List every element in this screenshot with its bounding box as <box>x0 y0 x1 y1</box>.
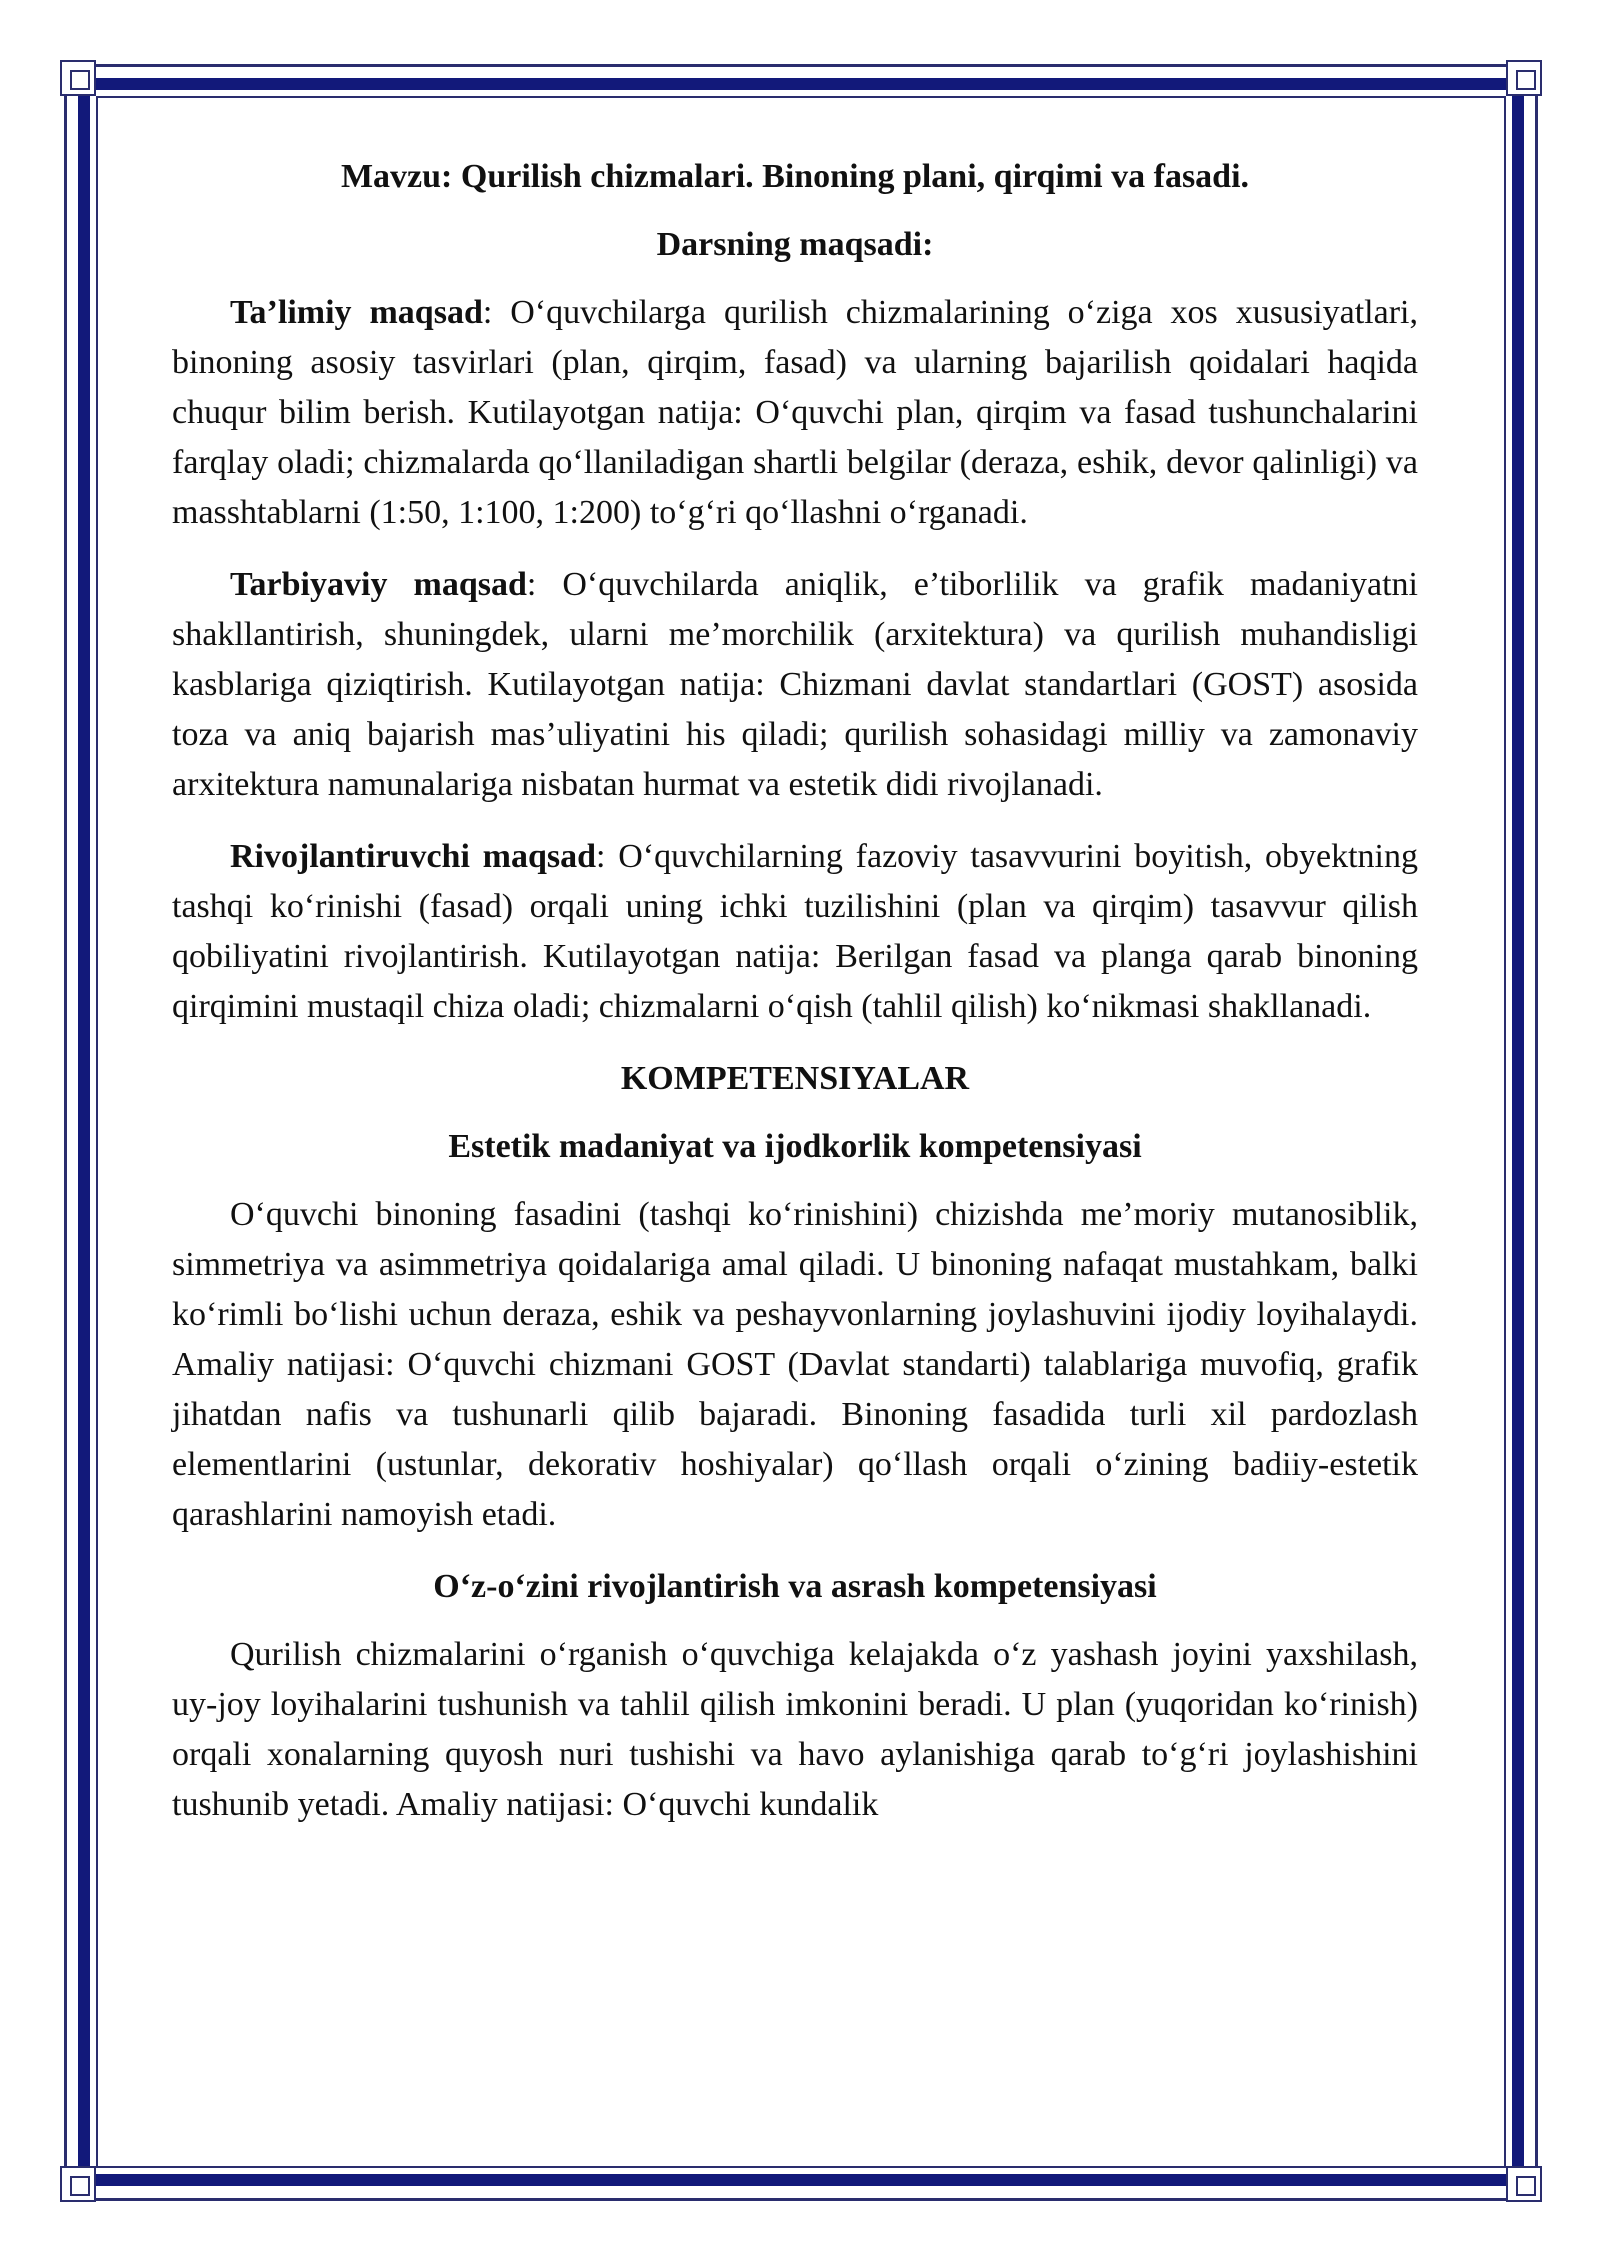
goal-text: : O‘quvchilarga qurilish chizmalarining o‘ziga xos xususiyatlari, binoning asosiy tasvirlari (plan, qirqim, fasad) va ularning bajarilish qoidalari haqida chuqur bilim berish. Kutilayotgan natija: O‘quvchi plan, qirqim va fasad tushunchalarini farqlay oladi; chizmalarda qo‘llaniladigan shartli belgilar (deraza, eshik, devor qalinligi) va masshtablarni (1:50, 1:100, 1:200) to‘g‘ri qo‘llashni o‘rganadi. <box>172 294 1418 531</box>
page-title: Mavzu: Qurilish chizmalari. Binoning plani, qirqimi va fasadi. <box>340 158 1250 195</box>
competency-heading: O‘z-o‘zini rivojlantirish va asrash kompetensiyasi <box>433 1568 1157 1605</box>
border-corner-ornament <box>1506 60 1542 96</box>
goal-paragraph-upbringing <box>172 560 1418 810</box>
goal-text: : O‘quvchilarning fazoviy tasavvurini boyitish, obyektning tashqi ko‘rinishi (fasad) orqali uning ichki tuzilishini (plan va qirqim) tasavvur qilish qobiliyatini rivojlantirish. Kutilayotgan natija: Berilgan fasad va planga qarab binoning qirqimini mustaqil chiza oladi; chizmalarni o‘qish (tahlil qilish) ko‘nikmasi shakllanadi. <box>172 838 1418 1025</box>
goal-paragraph-developmental <box>172 832 1418 1032</box>
document-body <box>172 152 1418 1852</box>
competency-paragraph: O‘quvchi binoning fasadini (tashqi ko‘rinishini) chizishda me’moriy mutanosiblik, simmetriya va asimmetriya qoidalariga amal qiladi. U binoning nafaqat mustahkam, balki ko‘rimli bo‘lishi uchun deraza, eshik va peshayvonlarning joylashuvini ijodiy loyihalaydi. Amaliy natijasi: O‘quvchi chizmani GOST (Davlat standarti) talablariga muvofiq, grafik jihatdan nafis va tushunarli qilib bajaradi. Binoning fasadida turli xil pardozlash elementlarini (ustunlar, dekorativ hoshiyalar) qo‘llash orqali o‘zining badiiy-estetik qarashlarini namoyish etadi. <box>172 1196 1418 1533</box>
goal-label: Ta’limiy maqsad <box>230 294 483 331</box>
border-corner-ornament <box>1506 2166 1542 2202</box>
goal-text: : O‘quvchilarda aniqlik, e’tiborlilik va grafik madaniyatni shakllantirish, shuningdek, ularni me’morchilik (arxitektura) va qurilish muhandisligi kasblariga qiziqtirish. Kutilayotgan natija: Chizmani davlat standartlari (GOST) asosida toza va aniq bajarish mas’uliyatini his qiladi; qurilish sohasidagi milliy va zamonaviy arxitektura namunalariga nisbatan hurmat va estetik didi rivojlanadi. <box>172 566 1418 803</box>
goal-label: Tarbiyaviy maqsad <box>230 566 527 603</box>
competency-heading: Estetik madaniyat va ijodkorlik kompetensiyasi <box>448 1128 1142 1165</box>
border-corner-ornament <box>60 2166 96 2202</box>
competency-paragraph: Qurilish chizmalarini o‘rganish o‘quvchiga kelajakda o‘z yashash joyini yaxshilash, uy-joy loyihalarini tushunish va tahlil qilish imkonini beradi. U plan (yuqoridan ko‘rinish) orqali xonalarning quyosh nuri tushishi va havo aylanishiga qarab to‘g‘ri joylashishini tushunib yetadi. Amaliy natijasi: O‘quvchi kundalik <box>172 1636 1418 1823</box>
border-corner-ornament <box>60 60 96 96</box>
goal-paragraph-educational <box>172 288 1418 538</box>
competencies-heading: KOMPETENSIYALAR <box>620 1060 970 1097</box>
goal-label: Rivojlantiruvchi maqsad <box>230 838 597 875</box>
goals-heading: Darsning maqsadi: <box>656 226 934 263</box>
